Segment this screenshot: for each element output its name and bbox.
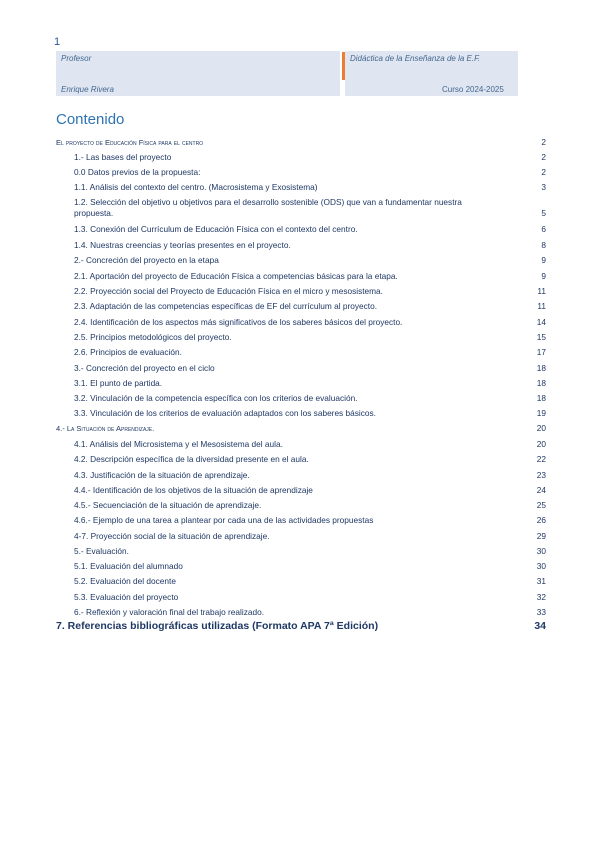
toc-entry-label: 5.1. Evaluación del alumnado	[74, 561, 183, 571]
toc-entry-page: 11	[537, 301, 546, 311]
toc-entry-page: 9	[541, 271, 546, 281]
toc-entry-label: 2.- Concreción del proyecto en la etapa	[74, 255, 219, 265]
toc-entry-page: 26	[536, 515, 546, 525]
header-teacher-name: Enrique Rivera	[61, 85, 114, 94]
toc-entry-page: 2	[541, 137, 546, 147]
toc-entry-page: 18	[536, 378, 546, 388]
toc-entry-page: 2	[541, 152, 546, 162]
toc-entry-page: 23	[536, 470, 546, 480]
toc-entry-page: 33	[536, 607, 546, 617]
toc-entry-label: 1.4. Nuestras creencias y teorías presentes en el proyecto.	[74, 240, 291, 250]
toc-entry-page: 30	[536, 561, 546, 571]
toc-entry-label: 4.4.- Identificación de los objetivos de la situación de aprendizaje	[74, 485, 313, 495]
toc-entry-page: 19	[536, 408, 546, 418]
toc-entry-label: 4.5.- Secuenciación de la situación de aprendizaje.	[74, 500, 262, 510]
toc-entry-page: 18	[536, 393, 546, 403]
toc-entry-page: 34	[534, 620, 546, 632]
header-role-label: Profesor	[61, 54, 92, 63]
toc-entry-label: 5.2. Evaluación del docente	[74, 576, 176, 586]
toc-entry-page: 18	[536, 363, 546, 373]
toc-entry-page: 20	[536, 439, 546, 449]
toc-entry-label: 4.3. Justificación de la situación de aprendizaje.	[74, 470, 250, 480]
toc-entry-page: 20	[536, 423, 546, 433]
toc-entry-page: 9	[541, 255, 546, 265]
toc-entry-label: 4.6.- Ejemplo de una tarea a plantear por cada una de las actividades propuestas	[74, 515, 374, 525]
toc-entry-label: 3.1. El punto de partida.	[74, 378, 163, 388]
toc-entry-label-continued: propuesta.	[74, 208, 114, 218]
toc-entry-label: 2.1. Aportación del proyecto de Educación Física a competencias básicas para la etapa.	[74, 271, 398, 281]
toc-entry-label: 2.2. Proyección social del Proyecto de Educación Física en el micro y mesosistema.	[74, 286, 383, 296]
toc-entry-label: 2.6. Principios de evaluación.	[74, 347, 182, 357]
toc-entry-label: 0.0 Datos previos de la propuesta:	[74, 167, 201, 177]
toc-entry-label: 4-7. Proyección social de la situación de aprendizaje.	[74, 531, 270, 541]
toc-entry-label: 3.3. Vinculación de los criterios de evaluación adaptados con los saberes básicos.	[74, 408, 376, 418]
toc-entry-page: 2	[541, 167, 546, 177]
toc-entry-page: 6	[541, 224, 546, 234]
toc-entry-page: 3	[541, 182, 546, 192]
toc-entry-page: 24	[536, 485, 546, 495]
toc-entry-label: El proyecto de Educación Física para el centro	[56, 138, 204, 147]
toc-entry-label: 4.- La Situación de Aprendizaje.	[56, 424, 155, 433]
header-subject: Didáctica de la Enseñanza de la E.F.	[350, 54, 481, 63]
page-number: 1	[54, 36, 61, 48]
toc-entry-page: 22	[536, 454, 546, 464]
toc-entry-page: 29	[536, 531, 546, 541]
toc-entry-label: 2.5. Principios metodológicos del proyecto.	[74, 332, 232, 342]
toc-entry-label: 2.4. Identificación de los aspectos más significativos de los saberes básicos del proyecto.	[74, 317, 403, 327]
toc-entry-page: 15	[536, 332, 546, 342]
toc-entry[interactable]	[56, 621, 546, 635]
toc-entry-label: 2.3. Adaptación de las competencias específicas de EF del currículum al proyecto.	[74, 301, 377, 311]
toc-entry-label: 6.- Reflexión y valoración final del trabajo realizado.	[74, 607, 265, 617]
contents-title: Contenido	[56, 111, 125, 128]
toc-entry-label: 7. Referencias bibliográficas utilizadas (Formato APA 7ª Edición)	[56, 620, 379, 632]
toc-entry-label: 1.3. Conexión del Currículum de Educación Física con el contexto del centro.	[74, 224, 358, 234]
toc-entry-label: 3.- Concreción del proyecto en el ciclo	[74, 363, 215, 373]
toc-entry-label: 5.3. Evaluación del proyecto	[74, 592, 179, 602]
document-header	[56, 51, 518, 96]
toc-entry-label: 4.1. Análisis del Microsistema y el Mesosistema del aula.	[74, 439, 283, 449]
toc-entry-label: 5.- Evaluación.	[74, 546, 129, 556]
toc-entry-page: 17	[536, 347, 546, 357]
toc-entry-page: 32	[536, 592, 546, 602]
toc-entry-page: 30	[536, 546, 546, 556]
toc-entry-label: 4.2. Descripción específica de la diversidad presente en el aula.	[74, 454, 309, 464]
toc-entry[interactable]	[74, 197, 546, 219]
toc-entry-page: 8	[541, 240, 546, 250]
toc-entry-label: 1.- Las bases del proyecto	[74, 152, 172, 162]
toc-entry-label: 1.2. Selección del objetivo u objetivos para el desarrollo sostenible (ODS) que van a fundamentar nuestra	[74, 197, 462, 207]
toc-entry-page: 14	[536, 317, 546, 327]
toc-entry-page: 31	[536, 576, 546, 586]
toc-entry-label: 1.1. Análisis del contexto del centro. (Macrosistema y Exosistema)	[74, 182, 318, 192]
toc-entry-page: 5	[541, 208, 546, 218]
header-course: Curso 2024-2025	[442, 85, 504, 94]
toc-entry-label: 3.2. Vinculación de la competencia específica con los criterios de evaluación.	[74, 393, 358, 403]
toc-entry-page: 25	[536, 500, 546, 510]
toc-entry-page: 11	[537, 286, 546, 296]
